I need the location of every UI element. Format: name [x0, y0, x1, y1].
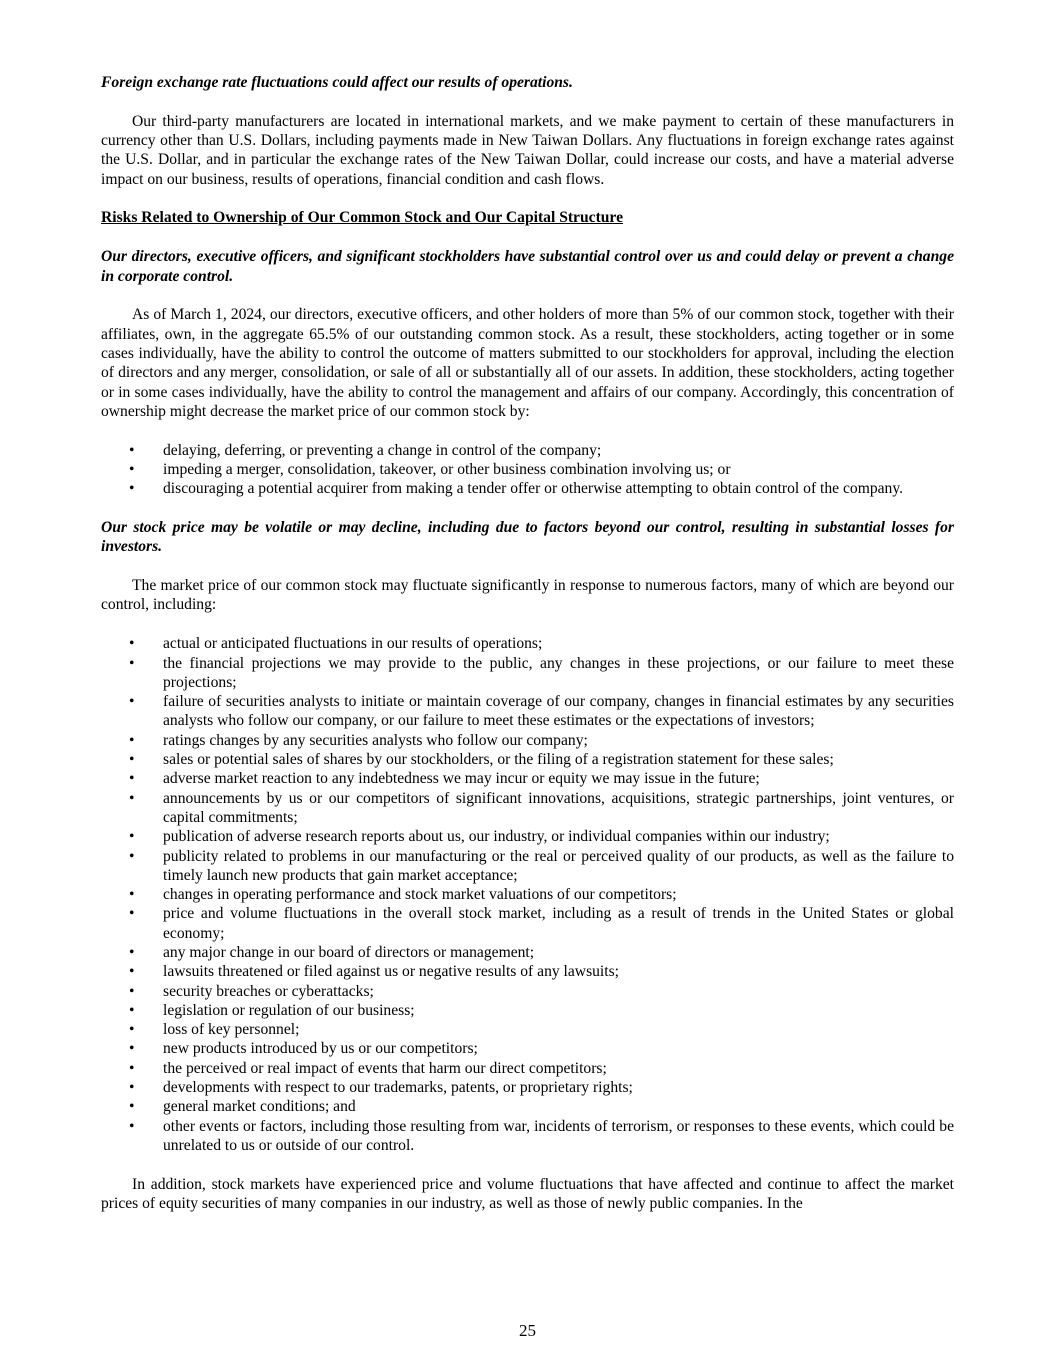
control-bullet-item	[101, 460, 954, 479]
bullet-icon: •	[129, 963, 135, 981]
control-risk-heading: Our directors, executive officers, and significant stockholders have substantial control over us and could delay or prevent a change in corporate control.	[101, 248, 954, 285]
volatility-factor-list	[101, 634, 954, 1155]
list-item-text: discouraging a potential acquirer from making a tender offer or otherwise attempting to obtain control of the company.	[163, 480, 904, 498]
list-item-text: the financial projections we may provide to the public, any changes in these projections, or our failure to meet these projections;	[163, 654, 954, 691]
list-item-text: publication of adverse research reports about us, our industry, or individual companies within our industry;	[163, 828, 830, 846]
control-bullet-list	[101, 441, 954, 499]
bullet-icon: •	[129, 1001, 135, 1019]
fx-risk-heading: Foreign exchange rate fluctuations could affect our results of operations.	[101, 74, 573, 91]
list-item-text: other events or factors, including those resulting from war, incidents of terrorism, or responses to these events, which could be unrelated to us or outside of our control.	[163, 1117, 954, 1154]
bullet-icon: •	[129, 789, 135, 807]
control-bullet-item	[101, 479, 954, 498]
bullet-icon: •	[129, 731, 135, 749]
list-item-text: actual or anticipated fluctuations in our results of operations;	[163, 635, 543, 653]
bullet-icon: •	[129, 1059, 135, 1077]
volatility-factor-item	[101, 769, 954, 788]
control-bullet-item	[101, 441, 954, 460]
volatility-factor-item	[101, 654, 954, 693]
volatility-factor-item	[101, 847, 954, 886]
list-item-text: adverse market reaction to any indebtedness we may incur or equity we may issue in the future;	[163, 770, 760, 788]
bullet-icon: •	[129, 635, 135, 653]
list-item-text: developments with respect to our trademarks, patents, or proprietary rights;	[163, 1079, 633, 1097]
list-item-text: price and volume fluctuations in the overall stock market, including as a result of trends in the United States or global economy;	[163, 905, 954, 942]
volatility-factor-item	[101, 731, 954, 750]
volatility-factor-item	[101, 1059, 954, 1078]
list-item-text: failure of securities analysts to initiate or maintain coverage of our company, changes in financial estimates by any securities analysts who follow our company, or our failure to meet these estimates or the expectations of investors;	[163, 693, 954, 730]
list-item-text: general market conditions; and	[163, 1098, 356, 1116]
volatility-factor-item	[101, 750, 954, 769]
volatility-factor-item	[101, 982, 954, 1001]
volatility-risk-paragraph: The market price of our common stock may fluctuate significantly in response to numerous factors, many of which are beyond our control, including:	[101, 577, 954, 614]
list-item-text: sales or potential sales of shares by our stockholders, or the filing of a registration statement for these sales;	[163, 751, 834, 769]
volatility-factor-item	[101, 789, 954, 828]
bullet-icon: •	[129, 828, 135, 846]
list-item-text: lawsuits threatened or filed against us or negative results of any lawsuits;	[163, 963, 620, 981]
bullet-icon: •	[129, 460, 135, 478]
bullet-icon: •	[129, 693, 135, 711]
document-page	[101, 0, 954, 1213]
volatility-factor-item	[101, 1097, 954, 1116]
list-item-text: security breaches or cyberattacks;	[163, 982, 374, 1000]
bullet-icon: •	[129, 905, 135, 923]
bullet-icon: •	[129, 480, 135, 498]
list-item-text: ratings changes by any securities analysts who follow our company;	[163, 731, 588, 749]
bullet-icon: •	[129, 886, 135, 904]
volatility-factor-item	[101, 1078, 954, 1097]
bullet-icon: •	[129, 1117, 135, 1135]
volatility-factor-item	[101, 885, 954, 904]
control-risk-paragraph: As of March 1, 2024, our directors, executive officers, and other holders of more than 5% of our common stock, together with their affiliates, own, in the aggregate 65.5% of our outstanding common stock. As a result, these stockholders, acting together or in some cases individually, have the ability to control the outcome of matters submitted to our stockholders for approval, including the election of directors and any merger, consolidation, or sale of all or substantially all of our assets. In addition, these stockholders, acting together or in some cases individually, have the ability to control the management and affairs of our company. Accordingly, this concentration of ownership might decrease the market price of our common stock by:	[101, 306, 954, 420]
volatility-factor-item	[101, 1001, 954, 1020]
list-item-text: new products introduced by us or our competitors;	[163, 1040, 478, 1058]
volatility-risk-heading: Our stock price may be volatile or may decline, including due to factors beyond our control, resulting in substantial losses for investors.	[101, 519, 954, 556]
list-item-text: legislation or regulation of our business;	[163, 1001, 415, 1019]
page-number: 25	[519, 1321, 536, 1340]
bullet-icon: •	[129, 847, 135, 865]
volatility-factor-item	[101, 904, 954, 943]
list-item-text: impeding a merger, consolidation, takeover, or other business combination involving us; or	[163, 460, 731, 478]
market-fluctuation-paragraph: In addition, stock markets have experienced price and volume fluctuations that have affected and continue to affect the market prices of equity securities of many companies in our industry, as well as those of newly public companies. In the	[101, 1175, 954, 1213]
list-item-text: delaying, deferring, or preventing a change in control of the company;	[163, 441, 602, 459]
bullet-icon: •	[129, 1098, 135, 1116]
volatility-factor-item	[101, 1117, 954, 1156]
bullet-icon: •	[129, 943, 135, 961]
list-item-text: the perceived or real impact of events that harm our direct competitors;	[163, 1059, 607, 1077]
volatility-factor-item	[101, 1039, 954, 1058]
volatility-factor-item	[101, 692, 954, 731]
volatility-factor-item	[101, 943, 954, 962]
list-item-text: publicity related to problems in our manufacturing or the real or perceived quality of our products, as well as the failure to timely launch new products that gain market acceptance;	[163, 847, 954, 884]
list-item-text: changes in operating performance and stock market valuations of our competitors;	[163, 886, 677, 904]
volatility-factor-item	[101, 827, 954, 846]
bullet-icon: •	[129, 1040, 135, 1058]
bullet-icon: •	[129, 770, 135, 788]
section-title: Risks Related to Ownership of Our Common Stock and Our Capital Structure	[101, 209, 623, 227]
volatility-factor-item	[101, 1020, 954, 1039]
bullet-icon: •	[129, 982, 135, 1000]
bullet-icon: •	[129, 654, 135, 672]
bullet-icon: •	[129, 1021, 135, 1039]
volatility-factor-item	[101, 634, 954, 653]
fx-risk-paragraph: Our third-party manufacturers are located in international markets, and we make payment to certain of these manufacturers in currency other than U.S. Dollars, including payments made in New Taiwan Dollars. Any fluctuations in foreign exchange rates against the U.S. Dollar, and in particular the exchange rates of the New Taiwan Dollar, could increase our costs, and have a material adverse impact on our business, results of operations, financial condition and cash flows.	[101, 112, 954, 188]
bullet-icon: •	[129, 441, 135, 459]
list-item-text: announcements by us or our competitors of significant innovations, acquisitions, strategic partnerships, joint ventures, or capital commitments;	[163, 789, 954, 826]
list-item-text: loss of key personnel;	[163, 1021, 300, 1039]
volatility-factor-item	[101, 962, 954, 981]
bullet-icon: •	[129, 751, 135, 769]
list-item-text: any major change in our board of directors or management;	[163, 943, 535, 961]
bullet-icon: •	[129, 1079, 135, 1097]
